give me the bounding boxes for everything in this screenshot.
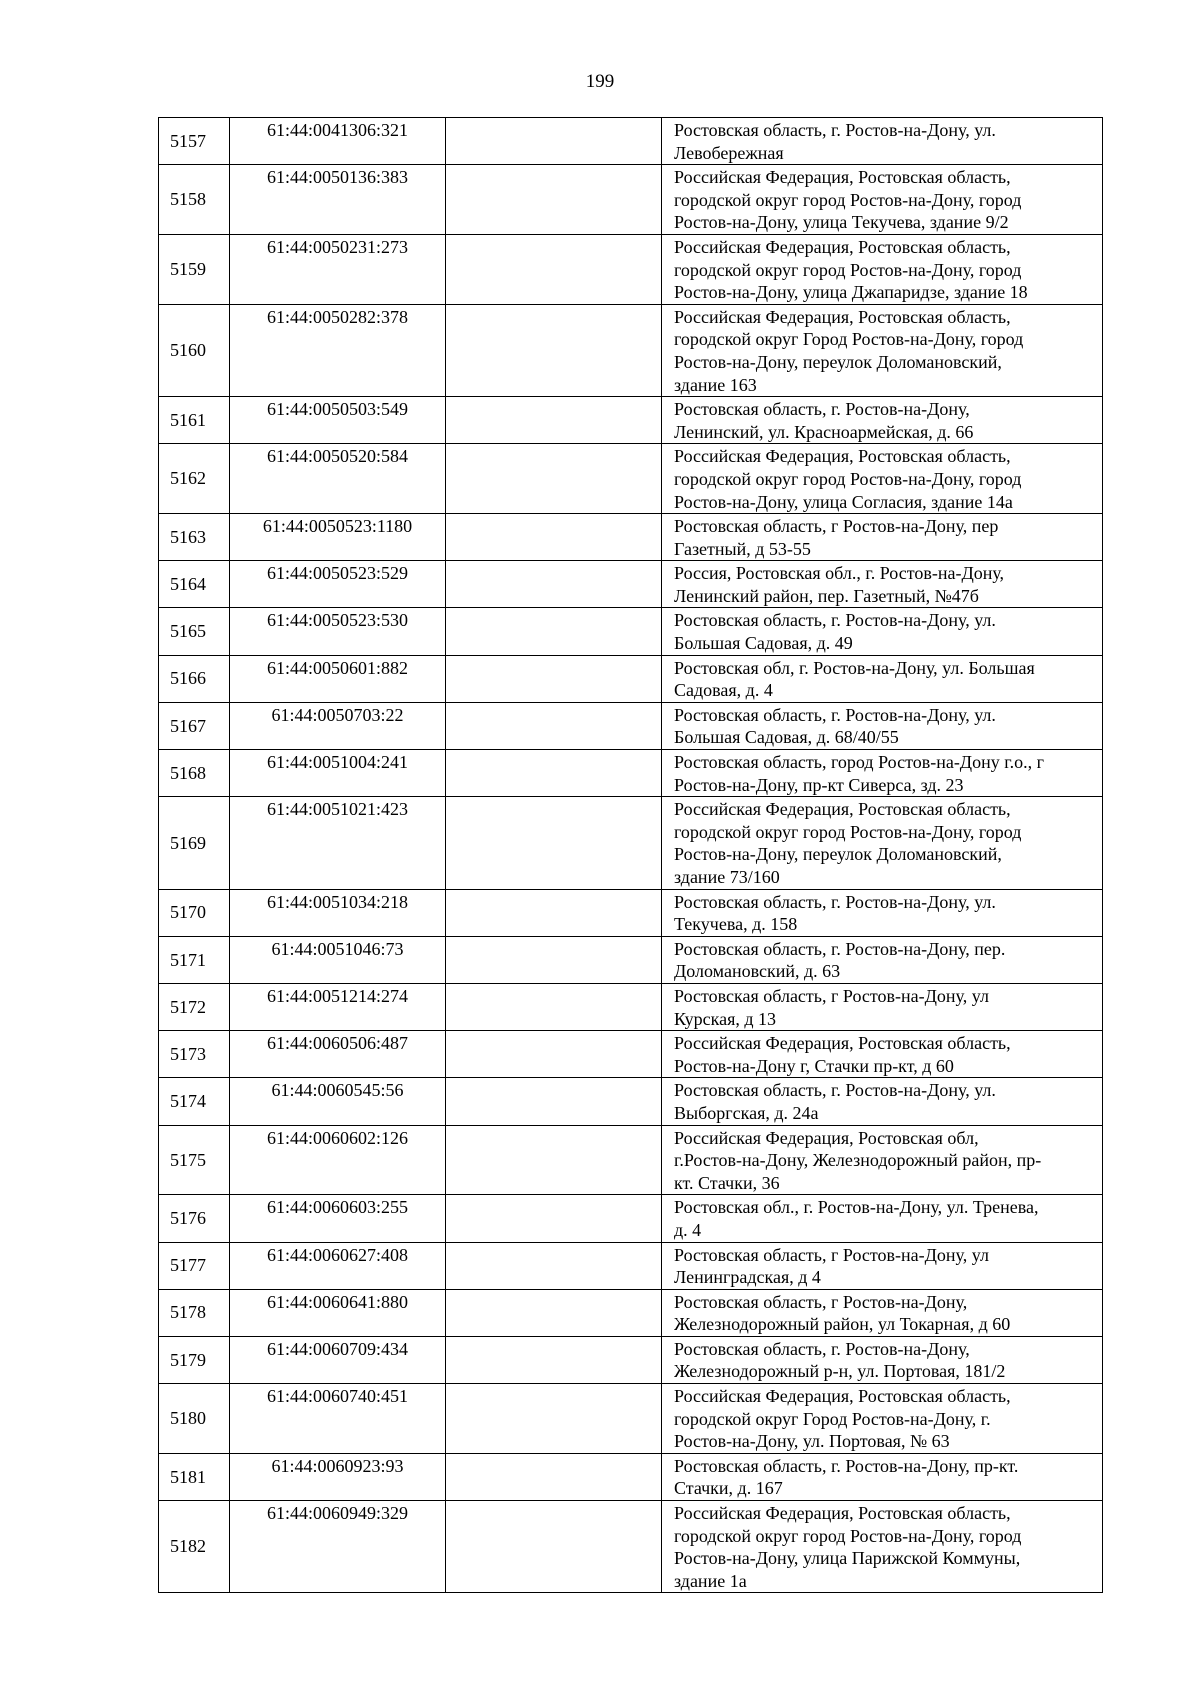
row-number: 5176: [159, 1195, 230, 1242]
address-cell: [662, 1078, 1103, 1125]
table-row: [159, 655, 1103, 702]
address-cell: [662, 234, 1103, 304]
address-line: Ростов-на-Дону, ул. Портовая, № 63: [674, 1431, 950, 1452]
empty-cell: [446, 702, 662, 749]
address-line: Железнодорожный р-н, ул. Портовая, 181/2: [674, 1361, 1006, 1382]
address-cell: [662, 1336, 1103, 1383]
empty-cell: [446, 1289, 662, 1336]
empty-cell: [446, 118, 662, 165]
table-row: [159, 1453, 1103, 1500]
cadastral-number: 61:44:0050520:584: [230, 444, 446, 514]
address-line: Выборгская, д. 24а: [674, 1102, 819, 1123]
row-number: 5172: [159, 983, 230, 1030]
address-cell: [662, 1125, 1103, 1195]
empty-cell: [446, 608, 662, 655]
address-line: Российская Федерация, Ростовская область,: [674, 236, 1011, 257]
cadastral-number: 61:44:0041306:321: [230, 118, 446, 165]
row-number: 5179: [159, 1336, 230, 1383]
address-line: Российская Федерация, Ростовская область,: [674, 167, 1011, 188]
cadastral-number: 61:44:0060603:255: [230, 1195, 446, 1242]
cadastral-number: 61:44:0051214:274: [230, 983, 446, 1030]
row-number: 5175: [159, 1125, 230, 1195]
cadastral-number: 61:44:0060740:451: [230, 1384, 446, 1454]
cadastral-number: 61:44:0050282:378: [230, 304, 446, 396]
address-line: Ростов-на-Дону, переулок Доломановский,: [674, 351, 1002, 372]
table-row: [159, 889, 1103, 936]
address-cell: [662, 936, 1103, 983]
table-row: [159, 1125, 1103, 1195]
table-row: [159, 1195, 1103, 1242]
cadastral-number: 61:44:0050523:529: [230, 561, 446, 608]
address-line: Стачки, д. 167: [674, 1478, 783, 1499]
table-row: [159, 444, 1103, 514]
row-number: 5169: [159, 797, 230, 889]
address-line: Левобережная: [674, 142, 784, 163]
address-line: г.Ростов-на-Дону, Железнодорожный район, пр-: [674, 1150, 1042, 1171]
row-number: 5165: [159, 608, 230, 655]
empty-cell: [446, 1242, 662, 1289]
empty-cell: [446, 1384, 662, 1454]
registry-table: [158, 117, 1103, 1593]
address-line: Ростов-на-Дону г, Стачки пр-кт, д 60: [674, 1055, 954, 1076]
address-cell: [662, 118, 1103, 165]
row-number: 5170: [159, 889, 230, 936]
address-line: городской округ город Ростов-на-Дону, город: [674, 259, 1022, 280]
address-cell: [662, 889, 1103, 936]
registry-table-body: [159, 118, 1103, 1593]
address-line: городской округ город Ростов-на-Дону, город: [674, 1525, 1022, 1546]
address-cell: [662, 444, 1103, 514]
table-row: [159, 1501, 1103, 1593]
table-row: [159, 234, 1103, 304]
empty-cell: [446, 1195, 662, 1242]
address-line: городской округ Город Ростов-на-Дону, г.: [674, 1408, 991, 1429]
address-line: городской округ город Ростов-на-Дону, город: [674, 189, 1022, 210]
table-row: [159, 1289, 1103, 1336]
address-line: Ростовская область, город Ростов-на-Дону г.о., г: [674, 752, 1044, 773]
row-number: 5161: [159, 397, 230, 444]
empty-cell: [446, 983, 662, 1030]
empty-cell: [446, 750, 662, 797]
address-line: Ростов-на-Дону, улица Парижской Коммуны,: [674, 1548, 1021, 1569]
empty-cell: [446, 234, 662, 304]
cadastral-number: 61:44:0050523:530: [230, 608, 446, 655]
row-number: 5164: [159, 561, 230, 608]
row-number: 5167: [159, 702, 230, 749]
empty-cell: [446, 561, 662, 608]
address-line: Ленинский, ул. Красноармейская, д. 66: [674, 421, 974, 442]
cadastral-number: 61:44:0051046:73: [230, 936, 446, 983]
cadastral-number: 61:44:0051034:218: [230, 889, 446, 936]
table-row: [159, 1242, 1103, 1289]
page-number: 199: [585, 71, 615, 92]
row-number: 5163: [159, 514, 230, 561]
row-number: 5177: [159, 1242, 230, 1289]
address-line: Ростовская область, г. Ростов-на-Дону, пр-кт.: [674, 1455, 1019, 1476]
empty-cell: [446, 889, 662, 936]
address-line: Ростов-на-Дону, улица Текучева, здание 9/2: [674, 212, 1009, 233]
row-number: 5162: [159, 444, 230, 514]
cadastral-number: 61:44:0050601:882: [230, 655, 446, 702]
address-line: Ростов-на-Дону, переулок Доломановский,: [674, 844, 1002, 865]
address-line: Ростовская область, г Ростов-на-Дону, ул: [674, 985, 989, 1006]
table-row: [159, 514, 1103, 561]
address-cell: [662, 608, 1103, 655]
table-row: [159, 797, 1103, 889]
address-line: Ленинский район, пер. Газетный, №47б: [674, 585, 979, 606]
address-line: Ростовская область, г Ростов-на-Дону,: [674, 1291, 968, 1312]
address-cell: [662, 797, 1103, 889]
address-line: Большая Садовая, д. 68/40/55: [674, 727, 899, 748]
address-line: городской округ город Ростов-на-Дону, город: [674, 468, 1022, 489]
address-line: Ростовская область, г. Ростов-на-Дону, ул.: [674, 1080, 996, 1101]
cadastral-number: 61:44:0050231:273: [230, 234, 446, 304]
cadastral-number: 61:44:0051004:241: [230, 750, 446, 797]
cadastral-number: 61:44:0050703:22: [230, 702, 446, 749]
address-line: Российская Федерация, Ростовская обл,: [674, 1127, 979, 1148]
address-line: здание 163: [674, 374, 757, 395]
cadastral-number: 61:44:0060709:434: [230, 1336, 446, 1383]
address-cell: [662, 983, 1103, 1030]
table-row: [159, 750, 1103, 797]
address-line: Большая Садовая, д. 49: [674, 633, 853, 654]
address-line: д. 4: [674, 1219, 702, 1240]
empty-cell: [446, 397, 662, 444]
cadastral-number: 61:44:0060602:126: [230, 1125, 446, 1195]
address-cell: [662, 1031, 1103, 1078]
row-number: 5159: [159, 234, 230, 304]
row-number: 5157: [159, 118, 230, 165]
row-number: 5181: [159, 1453, 230, 1500]
address-line: Ростовская обл., г. Ростов-на-Дону, ул. Тренева,: [674, 1197, 1039, 1218]
address-cell: [662, 750, 1103, 797]
address-line: Российская Федерация, Ростовская область,: [674, 799, 1011, 820]
address-cell: [662, 1501, 1103, 1593]
address-line: Российская Федерация, Ростовская область,: [674, 306, 1011, 327]
table-row: [159, 1384, 1103, 1454]
address-line: Ростовская область, г. Ростов-на-Дону, ул.: [674, 704, 996, 725]
row-number: 5174: [159, 1078, 230, 1125]
address-line: Ростовская область, г Ростов-на-Дону, пер: [674, 516, 999, 537]
address-line: городской округ Город Ростов-на-Дону, город: [674, 329, 1024, 350]
cadastral-number: 61:44:0060641:880: [230, 1289, 446, 1336]
row-number: 5178: [159, 1289, 230, 1336]
table-row: [159, 118, 1103, 165]
row-number: 5168: [159, 750, 230, 797]
cadastral-number: 61:44:0060949:329: [230, 1501, 446, 1593]
address-cell: [662, 1384, 1103, 1454]
table-row: [159, 936, 1103, 983]
address-cell: [662, 561, 1103, 608]
cadastral-number: 61:44:0060545:56: [230, 1078, 446, 1125]
empty-cell: [446, 514, 662, 561]
address-line: Доломановский, д. 63: [674, 961, 841, 982]
address-line: Российская Федерация, Ростовская область,: [674, 1033, 1011, 1054]
table-row: [159, 304, 1103, 396]
row-number: 5158: [159, 165, 230, 235]
empty-cell: [446, 936, 662, 983]
row-number: 5171: [159, 936, 230, 983]
address-line: Ленинградская, д 4: [674, 1267, 821, 1288]
empty-cell: [446, 1453, 662, 1500]
address-line: Газетный, д 53-55: [674, 538, 811, 559]
address-line: кт. Стачки, 36: [674, 1172, 780, 1193]
address-line: Железнодорожный район, ул Токарная, д 60: [674, 1314, 1011, 1335]
address-line: Ростовская обл, г. Ростов-на-Дону, ул. Большая: [674, 657, 1035, 678]
table-row: [159, 1336, 1103, 1383]
address-line: здание 73/160: [674, 867, 780, 887]
empty-cell: [446, 444, 662, 514]
empty-cell: [446, 1031, 662, 1078]
address-line: Текучева, д. 158: [674, 914, 798, 935]
address-line: Ростовская область, г. Ростов-на-Дону,: [674, 399, 970, 420]
address-line: Ростов-на-Дону, улица Согласия, здание 14а: [674, 491, 1013, 512]
address-line: Садовая, д. 4: [674, 680, 773, 701]
address-line: Ростовская область, г. Ростов-на-Дону, ул.: [674, 120, 996, 140]
address-line: Ростовская область, г. Ростов-на-Дону,: [674, 1338, 970, 1359]
empty-cell: [446, 1336, 662, 1383]
address-line: городской округ город Ростов-на-Дону, город: [674, 821, 1022, 842]
address-line: Ростов-на-Дону, улица Джапаридзе, здание 18: [674, 282, 1028, 303]
empty-cell: [446, 655, 662, 702]
address-cell: [662, 655, 1103, 702]
row-number: 5173: [159, 1031, 230, 1078]
cadastral-number: 61:44:0060627:408: [230, 1242, 446, 1289]
row-number: 5160: [159, 304, 230, 396]
address-line: Россия, Ростовская обл., г. Ростов-на-Дону,: [674, 563, 1005, 584]
address-cell: [662, 514, 1103, 561]
row-number: 5180: [159, 1384, 230, 1454]
address-line: Ростовская область, г. Ростов-на-Дону, ул.: [674, 610, 996, 631]
address-line: Российская Федерация, Ростовская область,: [674, 1386, 1011, 1407]
address-line: Ростовская область, г. Ростов-на-Дону, пер.: [674, 938, 1006, 959]
empty-cell: [446, 1125, 662, 1195]
address-cell: [662, 165, 1103, 235]
address-line: Ростовская область, г. Ростов-на-Дону, ул.: [674, 891, 996, 912]
address-line: Российская Федерация, Ростовская область,: [674, 1503, 1011, 1524]
empty-cell: [446, 797, 662, 889]
empty-cell: [446, 1078, 662, 1125]
table-row: [159, 1031, 1103, 1078]
cadastral-number: 61:44:0050503:549: [230, 397, 446, 444]
row-number: 5166: [159, 655, 230, 702]
cadastral-number: 61:44:0050523:1180: [230, 514, 446, 561]
table-row: [159, 702, 1103, 749]
address-line: Ростовская область, г Ростов-на-Дону, ул: [674, 1244, 989, 1265]
address-line: Ростов-на-Дону, пр-кт Сиверса, зд. 23: [674, 774, 964, 795]
empty-cell: [446, 304, 662, 396]
table-row: [159, 561, 1103, 608]
table-row: [159, 608, 1103, 655]
address-line: Российская Федерация, Ростовская область,: [674, 446, 1011, 467]
table-row: [159, 983, 1103, 1030]
table-row: [159, 165, 1103, 235]
address-cell: [662, 1195, 1103, 1242]
table-row: [159, 397, 1103, 444]
address-cell: [662, 397, 1103, 444]
cadastral-number: 61:44:0050136:383: [230, 165, 446, 235]
cadastral-number: 61:44:0051021:423: [230, 797, 446, 889]
empty-cell: [446, 165, 662, 235]
address-cell: [662, 1453, 1103, 1500]
empty-cell: [446, 1501, 662, 1593]
row-number: 5182: [159, 1501, 230, 1593]
address-cell: [662, 702, 1103, 749]
address-cell: [662, 1289, 1103, 1336]
cadastral-number: 61:44:0060506:487: [230, 1031, 446, 1078]
cadastral-number: 61:44:0060923:93: [230, 1453, 446, 1500]
address-line: здание 1а: [674, 1570, 747, 1591]
address-line: Курская, д 13: [674, 1008, 777, 1029]
address-cell: [662, 304, 1103, 396]
address-cell: [662, 1242, 1103, 1289]
table-row: [159, 1078, 1103, 1125]
